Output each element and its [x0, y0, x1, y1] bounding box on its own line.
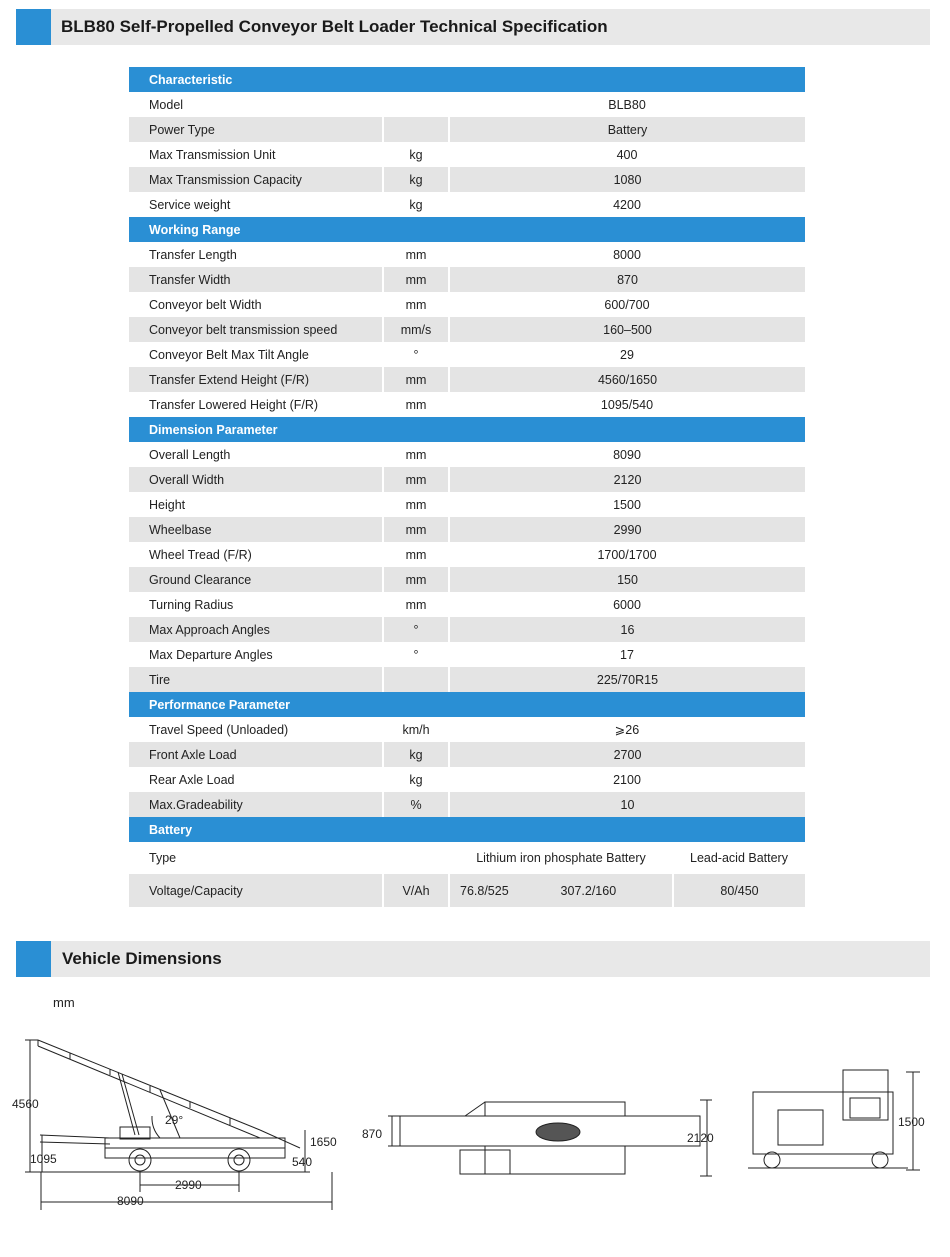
spec-unit: mm	[383, 467, 449, 492]
spec-row	[129, 392, 805, 417]
battery-voltage-lfp	[449, 874, 673, 907]
spec-unit: mm	[405, 547, 427, 562]
battery-type-lead: Lead-acid Battery	[690, 851, 788, 865]
spec-value: BLB80	[608, 97, 646, 112]
spec-value: 1080	[449, 167, 805, 192]
spec-row	[129, 292, 805, 317]
label-length: 8090	[117, 1194, 144, 1208]
spec-unit: °	[413, 347, 419, 362]
header-accent-square	[16, 9, 51, 45]
category-label: Performance Parameter	[129, 692, 805, 717]
spec-title: BLB80 Self-Propelled Conveyor Belt Loader Technical Specification	[61, 17, 608, 36]
spec-unit: mm	[405, 297, 427, 312]
spec-name: Max Approach Angles	[129, 617, 383, 642]
label-h-extend: 4560	[12, 1097, 39, 1111]
spec-section-header	[16, 9, 930, 45]
spec-name: Rear Axle Load	[149, 772, 235, 787]
spec-row	[129, 717, 805, 742]
spec-unit: mm	[383, 367, 449, 392]
header-accent-square	[16, 941, 51, 977]
spec-name: Tire	[129, 667, 383, 692]
spec-row	[129, 242, 805, 267]
spec-value: 2700	[449, 742, 805, 767]
battery-voltage-row	[129, 874, 805, 907]
spec-name: Model	[149, 97, 184, 112]
spec-name: Power Type	[129, 117, 383, 142]
spec-value: Battery	[449, 117, 805, 142]
battery-type-lfp: Lithium iron phosphate Battery	[476, 851, 646, 865]
spec-name: Service weight	[149, 197, 231, 212]
spec-name: Max Transmission Unit	[149, 147, 276, 162]
category-row-performance-parameter	[129, 692, 805, 717]
spec-name: Transfer Extend Height (F/R)	[129, 367, 383, 392]
spec-unit: km/h	[402, 722, 430, 737]
category-row-dimension-parameter	[129, 417, 805, 442]
spec-unit	[383, 117, 449, 142]
spec-row	[129, 442, 805, 467]
spec-unit: mm	[405, 447, 427, 462]
spec-unit: kg	[409, 197, 423, 212]
spec-name: Conveyor Belt Max Tilt Angle	[149, 347, 309, 362]
category-label: Working Range	[129, 217, 805, 242]
spec-unit: °	[383, 617, 449, 642]
rear-view-drawing	[738, 1060, 938, 1180]
spec-row	[129, 317, 805, 342]
spec-unit: mm	[405, 247, 427, 262]
spec-row	[129, 542, 805, 567]
spec-unit: %	[383, 792, 449, 817]
spec-name: Turning Radius	[149, 597, 234, 612]
spec-name: Height	[149, 497, 186, 512]
spec-name: Conveyor belt transmission speed	[129, 317, 383, 342]
spec-row	[129, 567, 805, 592]
spec-value: 2120	[449, 467, 805, 492]
spec-value: 10	[449, 792, 805, 817]
category-row-characteristic	[129, 67, 805, 92]
label-h-rear: 1650	[310, 1135, 337, 1149]
spec-unit: V/Ah	[383, 874, 449, 907]
spec-row	[129, 267, 805, 292]
spec-unit: kg	[383, 167, 449, 192]
spec-unit: kg	[409, 147, 423, 162]
spec-name: Voltage/Capacity	[129, 874, 383, 907]
spec-unit	[383, 667, 449, 692]
spec-value: 1500	[613, 497, 641, 512]
spec-unit: kg	[383, 742, 449, 767]
spec-row	[129, 192, 805, 217]
dimensions-unit-label: mm	[53, 995, 75, 1010]
spec-row	[129, 617, 805, 642]
spec-row	[129, 792, 805, 817]
spec-row	[129, 367, 805, 392]
spec-unit: mm	[405, 397, 427, 412]
dimensions-title: Vehicle Dimensions	[62, 949, 222, 968]
spec-name: Ground Clearance	[129, 567, 383, 592]
spec-name: Type	[149, 851, 177, 865]
spec-name: Transfer Lowered Height (F/R)	[149, 397, 319, 412]
spec-unit: °	[413, 647, 419, 662]
battery-type-row	[129, 842, 805, 874]
spec-name: Max Transmission Capacity	[129, 167, 383, 192]
spec-value: 2990	[449, 517, 805, 542]
category-row-working-range	[129, 217, 805, 242]
spec-row	[129, 92, 805, 117]
side-view-drawing	[10, 1030, 350, 1230]
spec-unit: mm	[405, 497, 427, 512]
spec-name: Max.Gradeability	[129, 792, 383, 817]
spec-value: 1095/540	[600, 397, 654, 412]
spec-name: Front Axle Load	[129, 742, 383, 767]
spec-value: 4560/1650	[449, 367, 805, 392]
spec-value: 8000	[613, 247, 641, 262]
spec-name: Travel Speed (Unloaded)	[149, 722, 289, 737]
spec-row	[129, 342, 805, 367]
spec-value: 29	[620, 347, 634, 362]
spec-unit: mm/s	[383, 317, 449, 342]
spec-value: 6000	[613, 597, 641, 612]
spec-value: 160–500	[449, 317, 805, 342]
spec-row	[129, 667, 805, 692]
spec-value: 400	[616, 147, 638, 162]
dimensions-section-header	[16, 941, 930, 977]
lfp-voltage-a: 76.8/525	[460, 883, 509, 898]
spec-value: 600/700	[604, 297, 650, 312]
spec-value: ⩾26	[614, 723, 640, 737]
spec-value: 225/70R15	[449, 667, 805, 692]
spec-row	[129, 517, 805, 542]
spec-row	[129, 742, 805, 767]
label-width-overall: 2120	[687, 1131, 714, 1145]
spec-value: 870	[449, 267, 805, 292]
spec-unit: mm	[405, 597, 427, 612]
spec-name: Wheelbase	[129, 517, 383, 542]
spec-name: Transfer Width	[129, 267, 383, 292]
spec-name: Transfer Length	[149, 247, 237, 262]
spec-row	[129, 492, 805, 517]
spec-row	[129, 592, 805, 617]
label-rear-height: 1500	[898, 1115, 925, 1129]
spec-value: 17	[620, 647, 634, 662]
spec-row	[129, 167, 805, 192]
label-width-transfer: 870	[362, 1127, 383, 1141]
spec-unit	[383, 842, 449, 874]
spec-name: Wheel Tread (F/R)	[149, 547, 252, 562]
spec-value: 4200	[613, 197, 641, 212]
label-wheelbase: 2990	[175, 1178, 202, 1192]
spec-row	[129, 767, 805, 792]
spec-row	[129, 642, 805, 667]
spec-row	[129, 142, 805, 167]
label-h-lowered: 1095	[30, 1152, 57, 1166]
category-label: Characteristic	[129, 67, 805, 92]
spec-row	[129, 467, 805, 492]
spec-value: 8090	[613, 447, 641, 462]
spec-row	[129, 117, 805, 142]
battery-voltage-lead: 80/450	[673, 874, 805, 907]
top-view-drawing	[360, 1090, 730, 1185]
spec-table	[129, 67, 805, 907]
label-h-rear-low: 540	[292, 1155, 313, 1169]
spec-value: 16	[449, 617, 805, 642]
spec-name: Conveyor belt Width	[149, 297, 262, 312]
spec-name: Overall Width	[129, 467, 383, 492]
spec-value: 150	[449, 567, 805, 592]
spec-value: 2100	[613, 772, 641, 787]
label-angle: 29°	[165, 1113, 184, 1127]
spec-value: 1700/1700	[597, 547, 657, 562]
spec-unit: mm	[383, 517, 449, 542]
category-label: Battery	[129, 817, 805, 842]
spec-unit: kg	[409, 772, 423, 787]
spec-unit: mm	[383, 267, 449, 292]
spec-unit: mm	[383, 567, 449, 592]
spec-name: Overall Length	[149, 447, 231, 462]
spec-unit	[383, 92, 449, 117]
lfp-voltage-b: 307.2/160	[560, 883, 617, 898]
category-label: Dimension Parameter	[129, 417, 805, 442]
spec-name: Max Departure Angles	[149, 647, 273, 662]
category-row-battery	[129, 817, 805, 842]
